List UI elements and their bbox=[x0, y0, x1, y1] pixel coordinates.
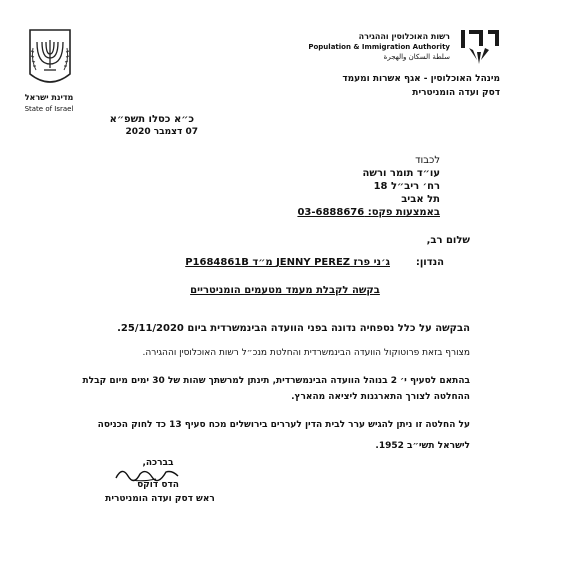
authority-logo bbox=[455, 22, 503, 68]
signature-name: הדס דוקס bbox=[137, 480, 179, 490]
date-hebrew: כ״א כסלו תשפ״א bbox=[109, 114, 194, 125]
paragraph-decision-line-1: בהתאם לסעיף י׳ 2 בנוהל הוועדה הבינמשרדית, תינתן למרשתך שהות של 30 ימים מיום קבלת bbox=[82, 376, 470, 386]
paragraph-decision-line-2: ההחלטה לצורך התארגנות ליציאה מהארץ. bbox=[291, 392, 470, 402]
authority-name-arabic: سلطة السكان والهجرة bbox=[383, 53, 450, 61]
recipient-city: תל אביב bbox=[401, 194, 440, 205]
date-gregorian: 07 דצמבר 2020 bbox=[125, 127, 198, 137]
signature-closing: בברכה, bbox=[142, 458, 174, 468]
recipient-street: רח׳ ריב״ל 18 bbox=[373, 181, 440, 192]
paragraph-meeting: הבקשה על כלל נספחיה נדונה בפני הוועדה הבינמשרדית ביום 25/11/2020. bbox=[117, 323, 470, 334]
recipient-to: לכבוד bbox=[415, 155, 440, 166]
emblem-label-english: State of Israel bbox=[24, 105, 74, 113]
paragraph-appeal-line-2: לישראל תשי״ב 1952. bbox=[375, 441, 470, 451]
department-line-2: דסק ועדה הומניטרית bbox=[412, 88, 500, 98]
recipient-fax: באמצעות פקס: 03-6888676 bbox=[297, 207, 440, 218]
paragraph-attachment: מצורף בזאת פרוטוקול הוועדה הבינמשרדית והחלטת מנכ״ל רשות האוכלוסין וההגירה. bbox=[142, 348, 470, 358]
request-title: בקשה לקבלת מעמד מטעמים הומניטריים bbox=[190, 285, 380, 296]
state-emblem bbox=[22, 26, 78, 92]
paragraph-appeal-line-1: על החלטה זו ניתן להגיש ערר לבית הדין לעררים בירושלים מכח סעיף 13 כד לחוק הכניסה bbox=[97, 420, 470, 430]
signature-title: ראש דסק ועדה הומניטרית bbox=[105, 494, 215, 504]
menorah-emblem-icon bbox=[22, 26, 78, 92]
authority-name-english: Population & Immigration Authority bbox=[308, 43, 450, 51]
recipient-name: עו״ד תומר ורשה bbox=[362, 168, 440, 179]
authority-logo-icon bbox=[455, 22, 503, 68]
subject-prefix: הנדון: bbox=[415, 257, 444, 268]
department-line-1: מינהל האוכלוסין - אגף אשרות ומעמד bbox=[342, 74, 500, 84]
emblem-label-hebrew: מדינת ישראל bbox=[24, 93, 74, 102]
greeting: שלום רב, bbox=[426, 235, 470, 246]
subject-line: ג׳ני פרז JENNY PEREZ מ״ד P1684861B bbox=[185, 257, 390, 268]
authority-name-hebrew: רשות האוכלוסין וההגירה bbox=[358, 32, 450, 41]
